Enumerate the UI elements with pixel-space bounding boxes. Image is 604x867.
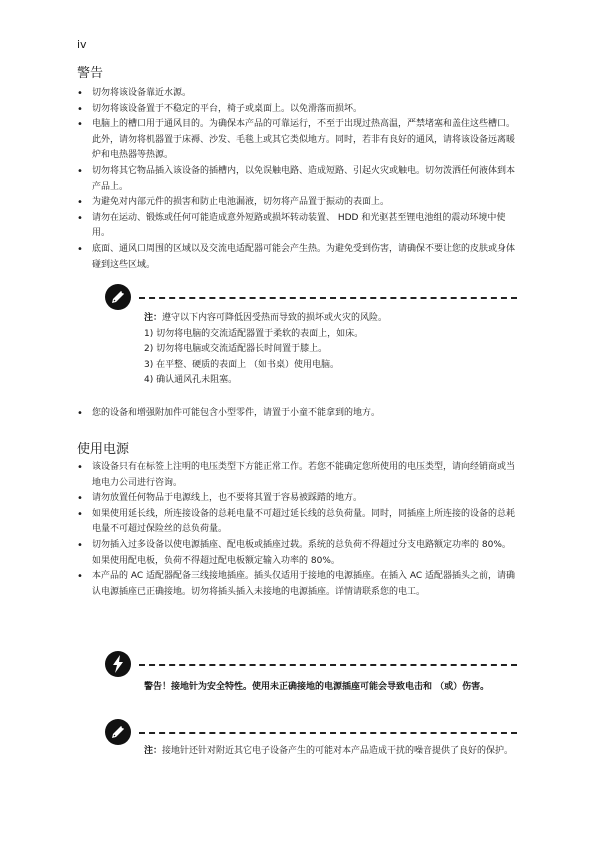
after-note-list [77, 406, 517, 422]
power-list [77, 460, 517, 600]
page-number: iv [77, 38, 87, 51]
warning-text: 警告！接地针为安全特性。使用未正确接地的电源插座可能会导致电击和 （或）伤害。 [144, 682, 490, 692]
grounding-note [77, 718, 517, 778]
list-item: • 请勿放置任何物品于电源线上，也不要将其置于容易被踩踏的地方。 [77, 493, 363, 505]
warning-divider [139, 664, 517, 666]
note-text: 注：遵守以下内容可降低因受热而导致的损坏或火灾的风险。 1) 切勿将电脑的交流适配器置于柔软的表面上，如床。 2) 切勿将电脑或交流适配器长时间置于膝上。 3) 在平整、硬质的表面上 （如书桌）使用电脑。 4) 确认通风孔未阻塞。 [144, 313, 388, 386]
list-item: • 切勿将其它物品插入该设备的插槽内，以免误触电路、造成短路、引起火灾或触电。切勿泼洒任何液体到本产品上。 [77, 165, 516, 192]
note-icon [104, 283, 132, 311]
list-item: • 底面、通风口周围的区域以及交流电适配器可能会产生热。为避免受到伤害，请确保不要让您的皮肤或身体碰到这些区域。 [77, 243, 516, 270]
note-icon [104, 718, 132, 746]
note-divider [139, 297, 517, 299]
list-item: • 切勿插入过多设备以使电源插座、配电板或插座过载。系统的总负荷不得超过分支电路额定功率的 80%。如果使用配电板，负荷不得超过配电板额定输入功率的 80%。 [77, 539, 511, 566]
list-item: • 切勿将该设备置于不稳定的平台，椅子或桌面上。以免滑落而损坏。 [77, 103, 363, 115]
warnings-heading: 警告 [77, 66, 104, 81]
list-item: • 如果使用延长线，所连接设备的总耗电量不可超过延长线的总负荷量。同时，同插座上所连接的设备的总耗电量不可超过保险丝的总负荷量。 [77, 508, 516, 535]
list-item: • 该设备只有在标签上注明的电压类型下方能正常工作。若您不能确定您所使用的电压类型，请向经销商或当地电力公司进行咨询。 [77, 462, 516, 488]
heat-note [77, 283, 517, 393]
warning-icon [104, 650, 132, 678]
grounding-warning [77, 650, 517, 710]
list-item: • 请勿在运动、锻炼或任何可能造成意外短路或损坏转动装置、 HDD 和光驱甚至锂电池组的震动环境中使用。 [77, 212, 506, 239]
note-divider [139, 732, 517, 734]
power-heading: 使用电源 [77, 442, 130, 457]
list-item: • 为避免对内部元件的损害和防止电池漏液，切勿将产品置于振动的表面上。 [77, 197, 390, 209]
list-item: • 本产品的 AC 适配器配备三线接地插座。插头仅适用于接地的电源插座。在插入 AC 适配器插头之前，请确认电源插座已正确接地。切勿将插头插入未接地的电源插座。详情请联系您的电工。 [77, 571, 516, 597]
list-item: • 电脑上的槽口用于通风目的。为确保本产品的可靠运行，不至于出现过热高温，严禁堵塞和盖住这些槽口。此外，请勿将机器置于床褥、沙发、毛毯上或其它类似地方。同时，若非有良好的通风，请将该设备远离暖炉和电热器等热源。 [77, 119, 516, 161]
list-item: • 切勿将该设备靠近水源。 [77, 88, 192, 99]
list-item: • 您的设备和增强附加件可能包含小型零件，请置于小童不能拿到的地方。 [77, 408, 381, 419]
warnings-list [77, 86, 517, 273]
ground-note-text: 注：接地针还针对附近其它电子设备产生的可能对本产品造成干扰的噪音提供了良好的保护。 [144, 746, 514, 756]
